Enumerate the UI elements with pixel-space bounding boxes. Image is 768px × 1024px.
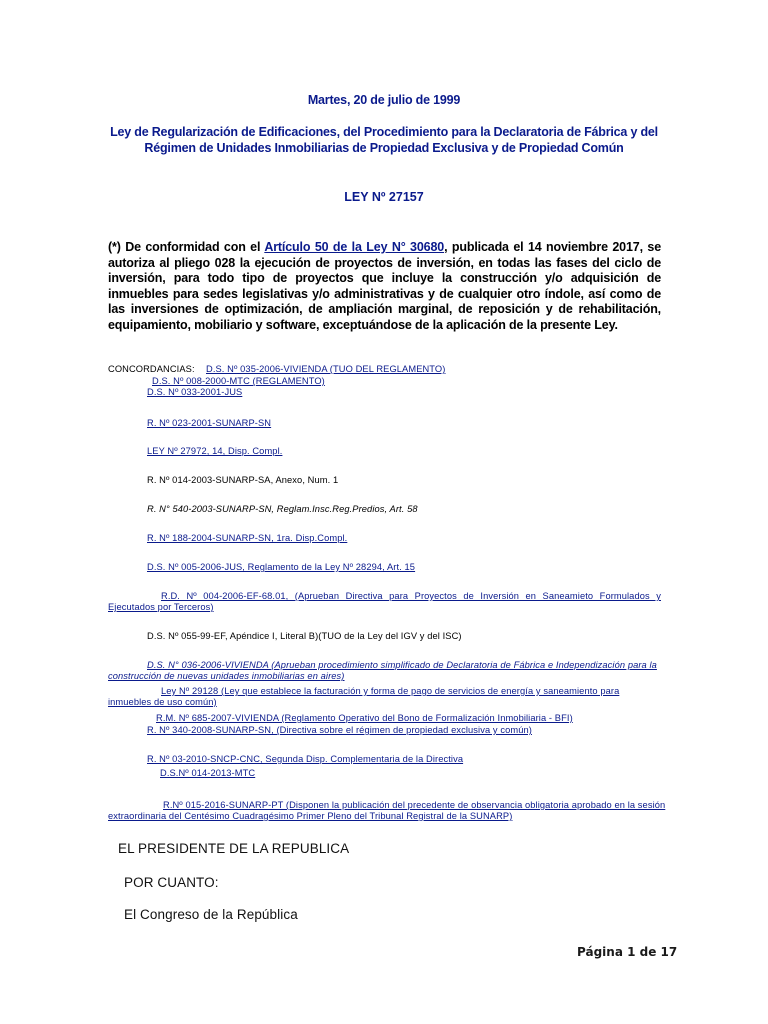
concordancia-text: R. Nº 014-2003-SUNARP-SA, Anexo, Num. 1 [147, 475, 339, 485]
amendment-note [108, 240, 661, 334]
concordancia-link[interactable]: D.S. Nº 005-2006-JUS, Reglamento de la Ley Nº 28294, Art. 15 [147, 562, 416, 572]
publication-date: Martes, 20 de julio de 1999 [307, 93, 461, 107]
law-title: Ley de Regularización de Edificaciones, del Procedimiento para la Declaratoria de Fábrica y del Régimen de Unidades Inmobiliarias de Propiedad Exclusiva y de Propiedad Común [110, 125, 658, 155]
page-number: Página 1 de 17 [577, 945, 678, 959]
concordancia-link[interactable]: D.S. Nº 008-2000-MTC (REGLAMENTO) [152, 376, 325, 386]
article-50-link[interactable]: Artículo 50 de la Ley N° 30680 [264, 240, 445, 254]
concordancia-link[interactable]: R.Nº 015-2016-SUNARP-PT (Disponen la publicación del precedente de observancia obligatoria aprobado en la sesión extraordinaria del Centésimo Cuadragésimo Primer Pleno del Tribunal Registral de la SUNARP) [108, 800, 666, 821]
concordancia-link[interactable]: D.S. Nº 033-2001-JUS [147, 387, 243, 397]
concordancia-link[interactable]: Ley Nº 29128 (Ley que establece la facturación y forma de pago de servicios de energía y saneamiento para inmuebles de uso común) [108, 686, 620, 707]
concordancias-label: CONCORDANCIAS: [108, 364, 195, 374]
concordancia-link[interactable]: R.D. Nº 004-2006-EF-68.01, (Aprueban Directiva para Proyectos de Inversión en Saneamieto Formulados y Ejecutados por Terceros) [108, 591, 661, 612]
note-prefix: (*) De conformidad con el [108, 240, 265, 254]
concordancia-link[interactable]: R. Nº 03-2010-SNCP-CNC, Segunda Disp. Complementaria de la Directiva [147, 754, 464, 764]
concordancia-link[interactable]: R.M. Nº 685-2007-VIVIENDA (Reglamento Operativo del Bono de Formalización Inmobiliaria - BFI) [156, 713, 573, 723]
concordancia-link[interactable]: D.S. N° 036-2006-VIVIENDA (Aprueban procedimiento simplificado de Declaratoria de Fábrica e Independización para la construcción de nuevas unidades inmobiliarias en aires) [108, 660, 657, 681]
concordancia-text: D.S. Nº 055-99-EF, Apéndice I, Literal B)(TUO de la Ley del IGV y del ISC) [147, 631, 462, 641]
note-suffix: , publicada el 14 noviembre 2017, se autoriza al pliego 028 la ejecución de proyectos de inversión, en todas las fases del ciclo de inversión, para todo tipo de proyectos que incluye la construcción y/o adquisición de inmuebles para sedes legislativas y/o administrativas y de cualquier otro índole, así como de las inversiones de optimización, de ampliación marginal, de reposición y de rehabilitación, equipamiento, mobiliario y software, exceptuándose de la aplicación de la presente Ley. [108, 240, 661, 332]
concordancia-link[interactable]: R. Nº 188-2004-SUNARP-SN, 1ra. Disp.Compl. [147, 533, 348, 543]
concordancia-link[interactable]: R. Nº 023-2001-SUNARP-SN [147, 418, 272, 428]
concordancia-text: R. N° 540-2003-SUNARP-SN, Reglam.Insc.Reg.Predios, Art. 58 [147, 504, 418, 514]
concordancia-link[interactable]: LEY Nº 27972, 14, Disp. Compl. [147, 446, 283, 456]
law-number: LEY Nº 27157 [344, 190, 424, 204]
concordancia-link[interactable]: D.S. Nº 035-2006-VIVIENDA (TUO DEL REGLAMENTO) [206, 364, 446, 374]
president-heading: EL PRESIDENTE DE LA REPUBLICA [118, 841, 350, 856]
congreso-text: El Congreso de la República [124, 907, 298, 922]
concordancia-link[interactable]: R. Nº 340-2008-SUNARP-SN, (Directiva sobre el régimen de propiedad exclusiva y común) [147, 725, 532, 735]
por-cuanto: POR CUANTO: [124, 875, 219, 890]
concordancia-link[interactable]: D.S.Nº 014-2013-MTC [160, 768, 256, 778]
